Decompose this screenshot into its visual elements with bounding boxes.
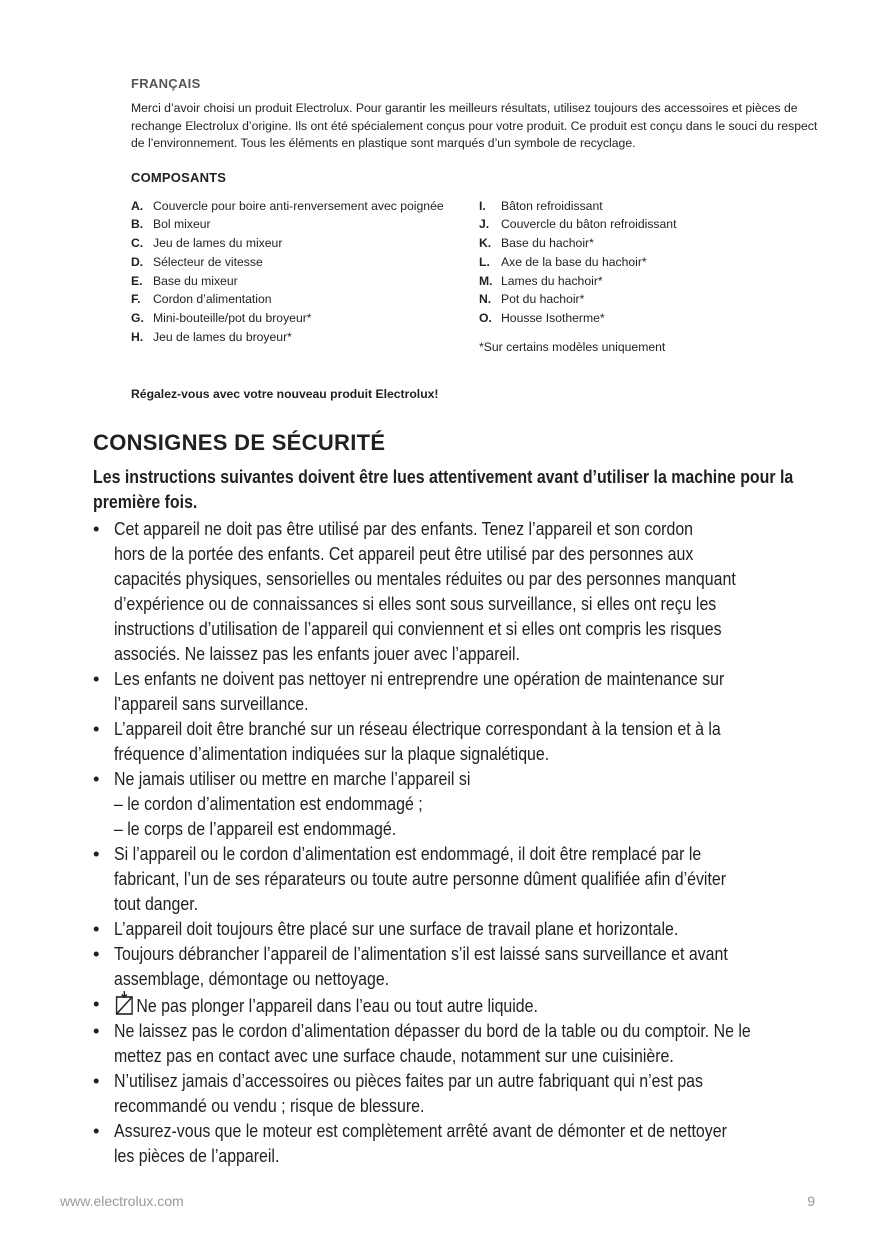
component-item [131,309,451,328]
bullet-marker: • [93,1120,100,1141]
component-item [479,215,819,234]
bullet-marker: • [93,1020,100,1041]
rule-line: assemblage, démontage ou nettoyage. [114,968,390,989]
safety-rule [93,1068,823,1118]
component-label: Couvercle pour boire anti-renversement avec poignée [153,198,444,213]
bullet-marker: • [93,518,100,539]
component-letter: J. [479,217,490,232]
component-letter: A. [131,198,144,213]
rule-line: – le cordon d’alimentation est endommagé ; [114,793,423,814]
rule-text: Ne pas plonger l’appareil dans l’eau ou tout autre liquide. [136,995,538,1016]
component-label: Jeu de lames du mixeur [153,236,283,251]
language-heading: FRANÇAIS [131,76,201,91]
safety-rule [93,991,823,1018]
rule-line: les pièces de l’appareil. [114,1145,280,1166]
rule-line: capacités physiques, sensorielles ou mentales réduites ou par des personnes manquant [114,568,736,589]
safety-rule [93,516,823,666]
component-label: Cordon d’alimentation [153,292,272,307]
rule-line: Toujours débrancher l’appareil de l’alimentation s’il est laissé sans surveillance et avant [114,943,728,964]
rule-line: N’utilisez jamais d’accessoires ou pièces faites par un autre fabriquant qui n’est pas [114,1070,703,1091]
component-letter: L. [479,254,490,269]
safety-subtitle: Les instructions suivantes doivent être lues attentivement avant d’utiliser la machine pour la première fois. [93,466,794,512]
component-item [479,197,819,216]
rule-line: Cet appareil ne doit pas être utilisé par des enfants. Tenez l’appareil et son cordon [114,518,694,539]
component-item [131,234,451,253]
safety-title: CONSIGNES DE SÉCURITÉ [93,430,386,455]
component-item [479,309,819,328]
components-heading: COMPOSANTS [131,169,227,185]
component-item [479,253,819,272]
safety-rule [93,916,823,941]
bullet-marker: • [93,993,100,1014]
rule-line: fréquence d’alimentation indiquées sur la plaque signalétique. [114,743,550,764]
component-item [131,290,451,309]
rule-line: l’appareil sans surveillance. [114,693,309,714]
safety-section [93,430,823,1168]
rule-line: Assurez-vous que le moteur est complètement arrêté avant de démonter et de nettoyer [114,1120,727,1141]
component-letter: M. [479,273,493,288]
bullet-marker: • [93,918,100,939]
rule-line: Ne laissez pas le cordon d’alimentation dépasser du bord de la table ou du comptoir. Ne le [114,1020,751,1041]
component-letter: F. [131,292,141,307]
component-letter: D. [131,254,144,269]
rule-line: – le corps de l’appareil est endommagé. [114,818,397,839]
bullet-marker: • [93,843,100,864]
component-letter: N. [479,292,492,307]
component-label: Lames du hachoir* [501,273,603,288]
bullet-marker: • [93,768,100,789]
component-letter: I. [479,198,486,213]
no-immersion-icon [114,991,135,1015]
component-letter: K. [479,236,492,251]
components-footnote: *Sur certains modèles uniquement [479,340,666,355]
component-letter: C. [131,236,144,251]
page-number: 9 [807,1193,815,1209]
component-label: Couvercle du bâton refroidissant [501,217,677,232]
rule-line: d’expérience ou de connaissances si elles sont sous surveillance, si elles ont reçu les [114,593,717,614]
safety-rule [93,1118,823,1168]
bullet-marker: • [93,1070,100,1091]
component-label: Bâton refroidissant [501,198,603,213]
safety-rule [93,841,823,916]
component-label: Base du mixeur [153,273,238,288]
rule-line: Si l’appareil ou le cordon d’alimentation est endommagé, il doit être remplacé par le [114,843,702,864]
component-letter: B. [131,217,144,232]
component-letter: E. [131,273,143,288]
component-item [479,272,819,291]
component-label: Pot du hachoir* [501,292,585,307]
safety-rule [93,716,823,766]
component-item [479,290,819,309]
intro-section [131,76,821,401]
component-item [131,197,451,216]
components-right-column [479,197,819,355]
intro-paragraph: Merci d’avoir choisi un produit Electrolux. Pour garantir les meilleurs résultats, utilisez toujours des accessoires et pièces de rechange Electrolux d’origine. Ils ont été spécialement conçus pour votre produit. Ce produit est conçu dans le souci du respect de l’environnement. Tous les éléments en plastique sont marqués d’un symbole de recyclage. [131,101,818,150]
safety-rules-list [93,516,823,1168]
safety-rule [93,766,823,841]
component-letter: G. [131,311,144,326]
bullet-marker: • [93,668,100,689]
rule-line: hors de la portée des enfants. Cet appareil peut être utilisé par des personnes aux [114,543,694,564]
enjoy-note: Régalez-vous avec votre nouveau produit Electrolux! [131,386,439,401]
rule-line: L’appareil doit être branché sur un réseau électrique correspondant à la tension et à la [114,718,721,739]
component-item [131,272,451,291]
components-left-column [131,197,451,347]
rule-line [114,991,819,1018]
safety-rule [93,1018,823,1068]
rule-line: L’appareil doit toujours être placé sur une surface de travail plane et horizontale. [114,918,679,939]
component-item [131,215,451,234]
bullet-marker: • [93,718,100,739]
component-letter: O. [479,311,492,326]
footer-url: www.electrolux.com [60,1193,184,1209]
component-item [131,328,451,347]
component-label: Mini-bouteille/pot du broyeur* [153,311,312,326]
component-label: Bol mixeur [153,217,211,232]
component-item [479,234,819,253]
bullet-marker: • [93,943,100,964]
rule-line: Ne jamais utiliser ou mettre en marche l’appareil si [114,768,471,789]
rule-line: mettez pas en contact avec une surface chaude, notamment sur une cuisinière. [114,1045,674,1066]
rule-line: associés. Ne laissez pas les enfants jouer avec l’appareil. [114,643,520,664]
component-label: Housse Isotherme* [501,311,605,326]
component-label: Sélecteur de vitesse [153,254,263,269]
component-item [131,253,451,272]
safety-rule [93,941,823,991]
rule-line: tout danger. [114,893,199,914]
rule-line: fabricant, l’un de ses réparateurs ou toute autre personne dûment qualifiée afin d’éviter [114,868,727,889]
components-list [131,197,821,379]
rule-line: instructions d’utilisation de l’appareil qui conviennent et si elles ont compris les risques [114,618,722,639]
rule-line: Les enfants ne doivent pas nettoyer ni entreprendre une opération de maintenance sur [114,668,725,689]
component-label: Jeu de lames du broyeur* [153,330,292,345]
component-letter: H. [131,330,144,345]
component-label: Base du hachoir* [501,236,594,251]
component-label: Axe de la base du hachoir* [501,254,647,269]
rule-line: recommandé ou vendu ; risque de blessure. [114,1095,425,1116]
safety-rule [93,666,823,716]
